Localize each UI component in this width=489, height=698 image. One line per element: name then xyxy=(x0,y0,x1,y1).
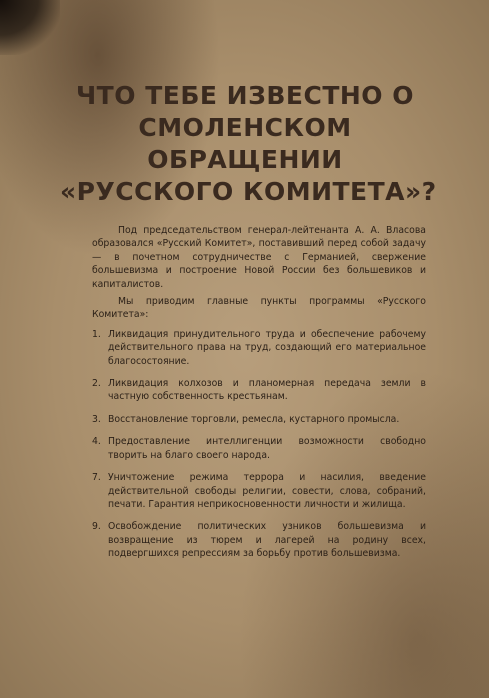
program-point xyxy=(92,413,426,426)
program-point xyxy=(92,471,426,511)
point-number: 1. xyxy=(92,328,101,340)
intro-paragraph: Под председательством генерал-лейтенанта А. А. Власова образовался «Русский Комитет», поставивший перед собой задачу — в почетном сотрудничестве с Германией, свержение большевизма и построение Новой России без большевиков и капиталистов. xyxy=(92,225,426,290)
point-number: 7. xyxy=(92,472,101,484)
program-point xyxy=(92,435,426,462)
title-line-3: ОБРАЩЕНИИ xyxy=(147,145,343,174)
leaflet-title xyxy=(60,80,437,208)
title-line-2: СМОЛЕНСКОМ xyxy=(138,113,352,142)
point-number: 2. xyxy=(92,378,101,390)
point-text: Предоставление интеллигенции возможности свободно творить на благо своего народа. xyxy=(108,436,426,461)
leaflet-body xyxy=(92,224,426,570)
program-point xyxy=(92,328,426,368)
point-text: Ликвидация принудительного труда и обеспечение рабочему действительного права на труд, создающий его материальное благосостояние. xyxy=(108,328,426,367)
program-point xyxy=(92,520,426,560)
point-text: Уничтожение режима террора и насилия, введение действительной свободы религии, совести, слова, собраний, печати. Гарантия неприкосновенности личности и жилища. xyxy=(108,472,426,510)
torn-corner-shadow xyxy=(0,0,60,55)
program-point xyxy=(92,377,426,404)
point-text: Ликвидация колхозов и планомерная передача земли в частную собственность крестьянам. xyxy=(108,378,426,403)
title-line-4: «РУССКОГО КОМИТЕТА»? xyxy=(60,177,437,206)
point-number: 3. xyxy=(92,413,101,425)
point-text: Освобождение политических узников большевизма и возвращение из тюрем и лагерей на родину всех, подвергшихся репрессиям за борьбу против большевизма. xyxy=(108,521,426,560)
lead-paragraph: Мы приводим главные пункты программы «Русского Комитета»: xyxy=(92,296,426,321)
program-points-list xyxy=(92,328,426,561)
point-number: 4. xyxy=(92,436,101,448)
point-number: 9. xyxy=(92,521,101,533)
point-text: Восстановление торговли, ремесла, кустарного промысла. xyxy=(108,413,400,425)
title-line-1: ЧТО ТЕБЕ ИЗВЕСТНО О xyxy=(75,81,415,110)
